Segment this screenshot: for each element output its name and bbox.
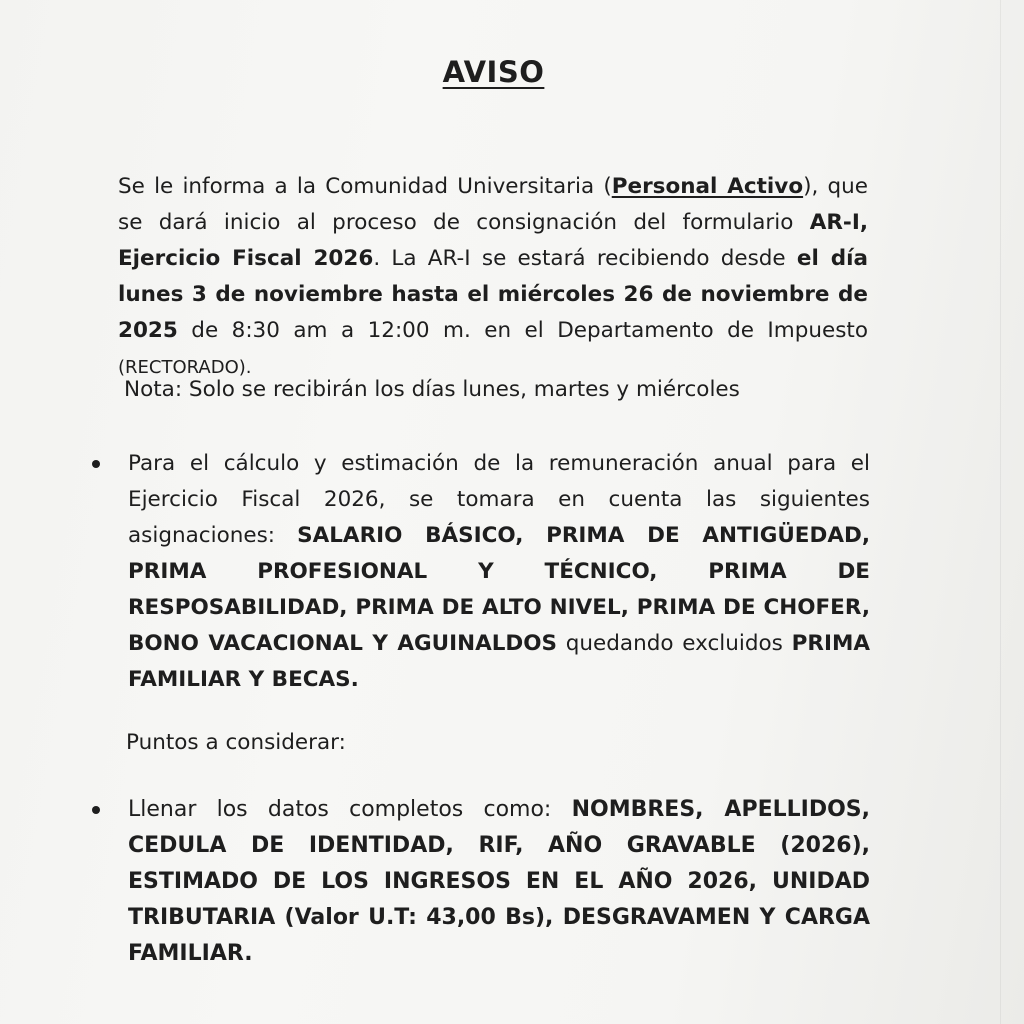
list-item-asignaciones bbox=[92, 446, 870, 698]
intro-personal-activo: Personal Activo bbox=[611, 174, 804, 199]
intro-text-5: . La AR-I se estará recibiendo desde bbox=[373, 246, 797, 271]
intro-date-range: el día lunes 3 de noviembre hasta el miércoles 26 de noviembre de 2025 bbox=[118, 246, 868, 343]
bullet1-text-1: Para el cálculo y estimación de la remuneración anual para el Ejercicio Fiscal 2026, se tomara en cuenta las siguientes asignaciones: bbox=[128, 451, 870, 548]
page-edge-shadow bbox=[1000, 0, 1001, 1024]
intro-text-3: ), que se dará inicio al proceso de consignación del formulario bbox=[118, 174, 869, 235]
intro-form-name: AR-I, Ejercicio Fiscal 2026 bbox=[118, 210, 868, 271]
bullet2-text-1: Llenar los datos completos como: bbox=[128, 797, 572, 822]
section-heading-puntos: Puntos a considerar: bbox=[126, 730, 346, 755]
bullet1-asignaciones: SALARIO BÁSICO, PRIMA DE ANTIGÜEDAD, PRIMA PROFESIONAL Y TÉCNICO, PRIMA DE RESPOSABILIDAD, PRIMA DE ALTO NIVEL, PRIMA DE CHOFER, BONO VACACIONAL Y AGUINALDOS bbox=[128, 523, 870, 656]
bullet2-datos: NOMBRES, APELLIDOS, CEDULA DE IDENTIDAD, RIF, AÑO GRAVABLE (2026), ESTIMADO DE LOS INGRESOS EN EL AÑO 2026, UNIDAD TRIBUTARIA (Valor U.T: 43,00 Bs), DESGRAVAMEN Y CARGA FAMILIAR. bbox=[128, 797, 870, 966]
bullet-icon bbox=[92, 806, 100, 814]
bullet-paragraph bbox=[128, 446, 870, 698]
page-title: AVISO bbox=[442, 55, 545, 89]
bullet-paragraph bbox=[128, 792, 870, 972]
intro-text-7: de 8:30 am a 12:00 m. en el Departamento de Impuesto bbox=[177, 318, 868, 343]
bullet1-text-3: quedando excluidos bbox=[557, 631, 792, 656]
bullet1-excluidos: PRIMA FAMILIAR Y BECAS. bbox=[128, 631, 870, 692]
intro-rectorado: (RECTORADO). bbox=[118, 357, 252, 378]
intro-paragraph bbox=[118, 169, 868, 386]
intro-text-1: Se le informa a la Comunidad Universitaria ( bbox=[118, 174, 612, 199]
bullet-icon bbox=[92, 460, 100, 468]
list-item-datos bbox=[92, 792, 870, 972]
note-text: Nota: Solo se recibirán los días lunes, martes y miércoles bbox=[124, 377, 740, 402]
